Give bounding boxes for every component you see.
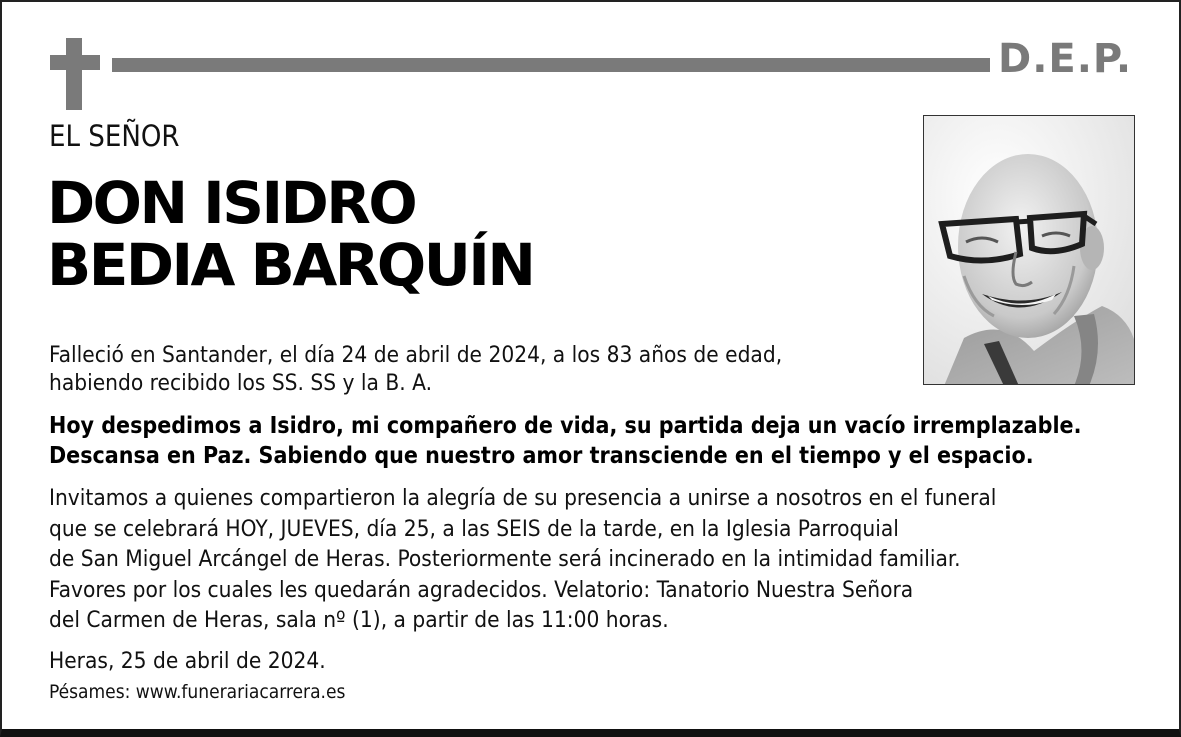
condolences-link[interactable]: Pésames: www.funerariacarrera.es (49, 681, 346, 703)
tribute-paragraph (49, 411, 1081, 471)
tribute-line-2: Descansa en Paz. Sabiendo que nuestro amor transciende en el tiempo y el espacio. (49, 443, 1034, 469)
invite-line-3: de San Miguel Arcángel de Heras. Posteriormente será incinerado en la intimidad familiar. (49, 546, 961, 572)
header-rule (112, 58, 990, 72)
invite-line-1: Invitamos a quienes compartieron la alegría de su presencia a unirse a nosotros en el funeral (49, 485, 997, 511)
name-line-1: DON ISIDRO (47, 169, 416, 237)
death-line-2: habiendo recibido los SS. SS y la B. A. (49, 370, 432, 396)
name-line-2: BEDIA BARQUÍN (47, 231, 534, 299)
invite-line-2: que se celebrará HOY, JUEVES, día 25, a las SEIS de la tarde, en la Iglesia Parroquial (49, 515, 899, 542)
invite-line-4: Favores por los cuales les quedarán agradecidos. Velatorio: Tanatorio Nuestra Señora (49, 576, 914, 603)
honorific: EL SEÑOR (49, 119, 180, 153)
place-date: Heras, 25 de abril de 2024. (49, 648, 326, 674)
deceased-name (47, 169, 534, 299)
portrait-photo (923, 115, 1135, 385)
invite-line-5: del Carmen de Heras, sala nº (1), a partir de las 11:00 horas. (49, 607, 669, 633)
tribute-line-1: Hoy despedimos a Isidro, mi compañero de vida, su partida deja un vacío irremplazable. (49, 413, 1082, 439)
death-paragraph (49, 341, 782, 397)
death-line-1: Falleció en Santander, el día 24 de abril de 2024, a los 83 años de edad, (49, 342, 783, 368)
invitation-paragraph (49, 483, 996, 636)
dep-label: D.E.P. (998, 36, 1133, 82)
